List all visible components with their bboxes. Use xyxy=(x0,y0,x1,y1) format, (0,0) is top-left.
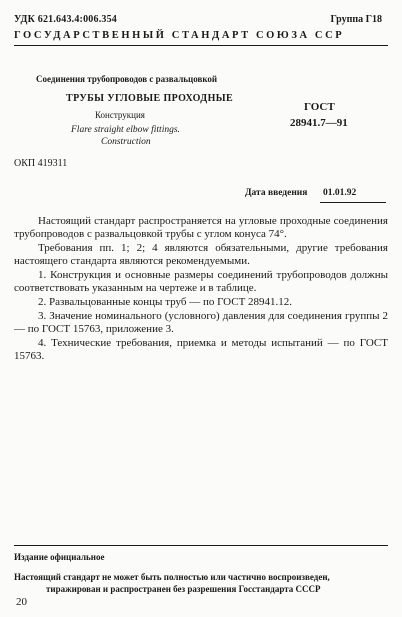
english-title-1: Flare straight elbow fittings. xyxy=(71,125,180,135)
effective-date-label: Дата введения xyxy=(245,188,308,198)
title-subtitle: Конструкция xyxy=(95,110,145,120)
edition-label: Издание официальное xyxy=(14,552,105,562)
footer-divider xyxy=(14,545,388,546)
state-standard-heading: ГОСУДАРСТВЕННЫЙ СТАНДАРТ СОЮЗА ССР xyxy=(14,30,345,41)
english-title-2: Construction xyxy=(101,137,151,147)
effective-date-value: 01.01.92 xyxy=(323,188,357,198)
date-underline xyxy=(320,202,386,203)
page-number: 20 xyxy=(16,596,27,608)
copyright-notice-line-2: тиражирован и распространен без разрешения Госстандарта СССР xyxy=(46,584,321,594)
paragraph-scope: Настоящий стандарт распространяется на угловые проходные соединения трубопроводов с развальцовкой трубы с углом конуса 74°. xyxy=(14,215,388,240)
group-code: Группа Г18 xyxy=(330,14,382,25)
title-line-1: Соединения трубопроводов с развальцовкой xyxy=(36,74,218,84)
copyright-notice-line-1: Настоящий стандарт не может быть полностью или частично воспроизведен, xyxy=(14,572,330,582)
udk-code: УДК 621.643.4:006.354 xyxy=(14,14,117,25)
paragraph-item-1: 1. Конструкция и основные размеры соединений трубопроводов должны соответствовать указанным на чертеже и в таблице. xyxy=(14,269,388,294)
paragraph-requirements: Требования пп. 1; 2; 4 являются обязательными, другие требования настоящего стандарта являются рекомендуемыми. xyxy=(14,242,388,267)
header-divider xyxy=(14,45,388,46)
paragraph-item-4: 4. Технические требования, приемка и методы испытаний — по ГОСТ 15763. xyxy=(14,337,388,362)
okp-code: ОКП 419311 xyxy=(14,158,68,169)
gost-number: 28941.7—91 xyxy=(290,117,348,129)
title-line-2: ТРУБЫ УГЛОВЫЕ ПРОХОДНЫЕ xyxy=(66,93,234,104)
paragraph-item-3: 3. Значение номинального (условного) давления для соединения группы 2 — по ГОСТ 15763, приложение 3. xyxy=(14,310,388,335)
gost-label: ГОСТ xyxy=(304,101,335,113)
paragraph-item-2: 2. Развальцованные концы труб — по ГОСТ 28941.12. xyxy=(38,296,293,308)
document-body xyxy=(14,215,388,364)
